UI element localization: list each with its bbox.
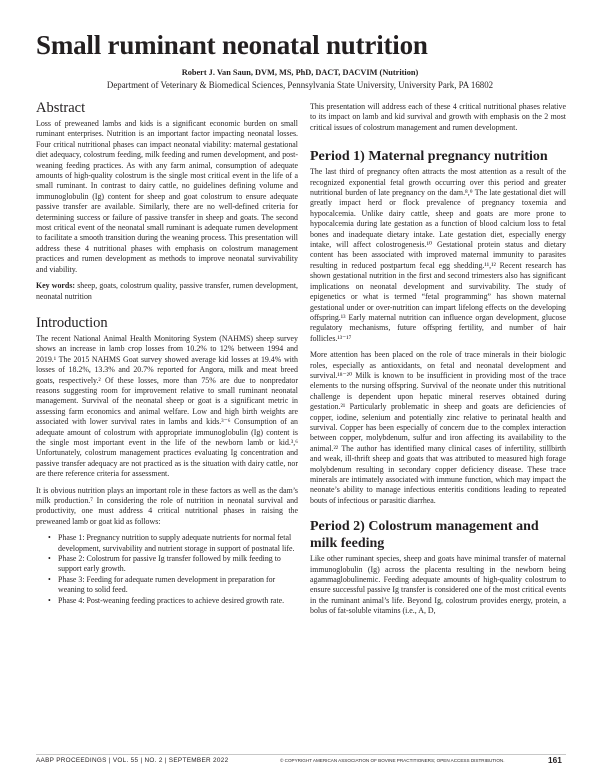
phase-item-1: • Phase 1: Pregnancy nutrition to supply adequate nutrients for normal fetal development, survivability and nutrient storage in support of postnatal life.	[48, 533, 298, 554]
introduction-paragraph-1: The recent National Animal Health Monitoring System (NAHMS) sheep survey shows an increase in lamb crop losses from 10.2% to 12% between 1994 and 2019.¹ The 2015 NAHMS Goat survey showed average kid losses at 19.4% with losses of 18.2%, 13.3% and 20.7% reported for Angora, milk and meat breed goats, respectively.² Of these losses, more than 75% are due to nonpredator reasons suggesting room for improvement relative to small ruminant neonatal management. Survival of the neonatal sheep or goat is a significant metric in assessing farm economics and animal welfare. Low and high birth weights are associated with lower survival rates in lambs and kids.³⁻⁶ Consumption of an adequate amount of colostrum with appropriate immunoglobulin (Ig) content is the single most important event in the life of the newborn lamb or kid.³,⁶ Unfortunately, colostrum management practices evaluating Ig concentration and passive transfer adequacy are not practiced as is the situation with dairy cattle, nor are there reference criteria for assessment.	[36, 333, 298, 479]
keywords-line	[36, 281, 298, 302]
left-column	[36, 100, 298, 606]
phase-item-2: • Phase 2: Colostrum for passive Ig transfer followed by milk feeding to support early growth.	[48, 554, 298, 575]
period2-paragraph-1: Like other ruminant species, sheep and goats have minimal transfer of maternal immunoglobulin (Ig) across the placenta resulting in the newborn being agammaglobulinemic. Feeding adequate amounts of high-quality colostrum to ensure successful passive Ig transfer is considered one of the most critical events in the ruminant animal’s life. Beyond Ig, colostrum provides energy, protein, a bolus of fat-soluble vitamins (i.e., A, D,	[310, 554, 566, 616]
period1-heading: Period 1) Maternal pregnancy nutrition	[310, 149, 548, 165]
period2-heading-line2: milk feeding	[310, 536, 385, 552]
phase-item-3: • Phase 3: Feeding for adequate rumen development in preparation for weaning to solid feed.	[48, 575, 298, 596]
abstract-heading: Abstract	[36, 100, 86, 116]
introduction-paragraph-2: It is obvious nutrition plays an important role in these factors as well as the dam’s milk production.⁷ In considering the role of nutrition in neonatal survival and productivity, one must address 4 critical nutritional phases in raising the preweaned lamb or goat kid as follows:	[36, 485, 298, 526]
copyright-notice: © COPYRIGHT AMERICAN ASSOCIATION OF BOVINE PRACTITIONERS; OPEN ACCESS DISTRIBUTION.	[280, 758, 505, 763]
abstract-text: Loss of preweaned lambs and kids is a significant economic burden on small ruminant enterprises. Nutrition is an important factor impacting neonatal losses. Four critical nutritional phases can impact neonatal viability: maternal gestational diet adequacy, colostrum feeding, milk feeding and rumen development, and post-weaning feeding practices. As with any farm animal, consumption of adequate amounts of high-quality colostrum is the single most critical event in the life of a small ruminant. In contrast to dairy cattle, no guidelines defining volume and immunoglobulin (Ig) content for sheep and goat colostrum to ensure adequate passive transfer are available. Similarly, there are no well-defined criteria for determining success or failure of passive transfer in sheep and goats. The second most critical event of the neonatal small ruminant is adequate rumen development to facilitate a smooth transition during the weaning process. This presentation will address these 4 nutritional phases with emphasis on colostrum management practices and rumen development as methods to improve neonatal survivability and viability.	[36, 119, 298, 274]
period2-heading	[310, 518, 566, 552]
article-title: Small ruminant neonatal nutrition	[36, 30, 428, 60]
journal-footer: AABP PROCEEDINGS | VOL. 55 | NO. 2 | SEPTEMBER 2022	[36, 757, 229, 764]
page-number: 161	[548, 755, 562, 765]
introduction-heading: Introduction	[36, 314, 108, 331]
author-line: Robert J. Van Saun, DVM, MS, PhD, DACT, DACVIM (Nutrition)	[181, 68, 419, 77]
affiliation-line: Department of Veterinary & Biomedical Sciences, Pennsylvania State University, University Park, PA 16802	[106, 80, 494, 90]
period1-paragraph-2: More attention has been placed on the role of trace minerals in their biologic roles, especially as antioxidants, on fetal and neonatal development and survival.¹⁸⁻²⁰ Milk is known to be insufficient in providing most of the trace elements to the nursing offspring. Survival of the neonate under this nutritional challenge is dependent upon hepatic mineral reserves obtained during gestation.²¹ Particularly problematic in sheep and goats are deficiencies of copper, iodine, selenium and potentially zinc relative to perinatal health and survival. Copper has been especially of concern due to the complex interaction between copper, molybdenum, sulfur and iron affecting its availability to the animal.²² The author has identified many clinical cases of infertility, stillbirth and weak, ill-thrift sheep and goats that was attributed to measured high forage molybdenum resulting in secondary copper deficiency disease. These trace minerals are intimately associated with immune function, which may impact the neonate’s ability to manage infectious enteritis conditions leading to repeated bouts of infectious or parasitic diarrhea.	[310, 350, 566, 505]
footer-divider	[36, 754, 566, 755]
period1-paragraph-1: The last third of pregnancy often attracts the most attention as a result of the recognized exponential fetal growth occurring over this period and greater nutritional burden of late pregnancy on the dam.⁸,⁹ The late gestational diet will greatly impact herd or flock prevalence of pregnancy toxemia and hypocalcemia. Unlike dairy cattle, sheep and goats are more prone to hypocalcemia during late gestation as a function of blood calcium loss to fetal bones and inadequate dietary intake. Late gestation diet, especially energy intake, will affect colostrogenesis.¹⁰ Gestational protein status and dietary content has been associated with improved maternal immunity to parasites resulting in reduced postpartum fecal egg shedding.¹¹,¹² Recent research has shown gestational nutrition in the first and second trimesters also has significant implications on neonatal development and survivability. The study of epigenetics or what is termed “fetal programming” has shown maternal gestational under or over-nutrition can impart lifelong effects on the developing offspring.¹³ Early maternal nutrition can influence organ development, glucose regulatory mechanisms, future offspring fertility, and number of hair follicles.¹³⁻¹⁷	[310, 167, 566, 343]
keywords-text: sheep, goats, colostrum quality, passive transfer, rumen development, neonatal nutrition	[36, 281, 298, 301]
keywords-label: Key words:	[36, 281, 76, 291]
period2-heading-line1: Period 2) Colostrum management and	[310, 519, 539, 535]
presentation-intro: This presentation will address each of these 4 critical nutritional phases relative to its impact on lamb and kid survival and growth with emphasis on the 2 most critical issues of colostrum management and rumen development.	[310, 102, 566, 132]
right-column	[310, 102, 566, 617]
phase-list	[36, 533, 298, 606]
phase-item-4: • Phase 4: Post-weaning feeding practices to achieve desired growth rate.	[48, 596, 298, 606]
